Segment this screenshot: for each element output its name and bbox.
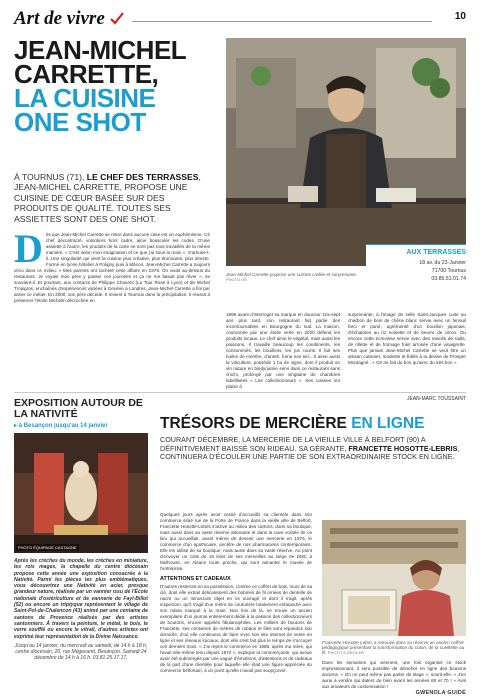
mercerie-intro-pre: COURANT DÉCEMBRE, LA MERCERIE DE LA VIEILLE VILLE À BELFORT (90) A DÉFINITIVEMENT BAISSÉ SON RIDEAU. SA GÉRANTE, (160, 435, 426, 453)
mercerie-column-1 (160, 512, 312, 688)
chef-photo (226, 38, 466, 266)
section-divider (14, 392, 466, 393)
mercerie-illustration (322, 520, 466, 636)
intro-bold: LE CHEF DES TERRASSES (86, 172, 199, 182)
mercerie-col2-text: Dans les semaines qui viennent, une fois organisé ce stock impressionnant, il sera possible de dénicher en ligne des boutons anciens. « On ne peut même pas parler de stage », sourit-elle. « J'en aurai à vendre qui datent de bien avant les années 60 et 70 ! » Avis aux amateurs de customisation ! (322, 660, 466, 688)
expo-footer: Jusqu'au 14 janvier, du mercredi au samedi, de 14 h à 18 h, centre diocésain, 20, rue Mégevand, Besançon. Samedi 24 décembre de 14 h à 16 h. 03.81.25.17.17. (14, 642, 148, 662)
page-header (14, 8, 466, 34)
article-column-1 (14, 232, 210, 390)
infobox-title: AUX TERRASSES (406, 249, 466, 256)
mercerie-col1b-text: D'autres resteront en sa possession, comme ce coffret de bois, muni de sa clé, dont elle extrait délicatement des bobines de fil ornées de dentelle de nacre ou un minuscule objet en os ouvragé et dont il s'agit, après inspection, qu'il s'agit d'un mètre de couturière totalement enfaiandré avec son ruban marqué à la main. Non loin de là, se trouve un ancien exemplaire d'un journal entièrement dédié à la passion des collectionneurs de boutons, encore appelés fibulanophiles. Les milliers de boutons de Francette, ses centaines de mètres de rubans et files sont répandus son domicile, d'où elle continuera de faire vivre son site internet de vente en ligne et ses réseaux sociaux, dont elle s'est fait plus le temps de s'occuper ces derniers mois. « J'ai repris le commerce en 1988, après ma mère, qui l'avait elle-même tenu depuis 1972 », explique la commerçante, qui avoue avoir été submergée par une vague d'émotions, d'attentions et de cadeaux de la part d'une clientèle pour laquelle elle était une figure appréciée du commerce belfortain, à un point qu'elle n'avait pas soupçonné. (160, 584, 312, 673)
article-column-2 (226, 312, 340, 402)
nativity-illustration (14, 433, 148, 553)
mercerie-intro-post: , CONTINUERA D'ÉCOULER UNE PARTIE DE SON EXTRAORDINAIRE STOCK EN LIGNE. (160, 443, 460, 462)
header-rule (132, 21, 432, 22)
chef-caption-text: Jean-Michel Carrette propose une cuisine civilée et surprenante. (226, 272, 358, 277)
article-col2-text: 1999 avant d'interroger sa marque en douceur. Dix-sept ans plus tard, son restaurant fait partie des incontournables en Bourgogne du sud. La maison, couronnée par une étoile verte en 2020 défend les produits locaux. Le chef aime le végétal, mais aussi les poissons. Il travaille beaucoup les condiments, les consommés, les bouillons, les jus courts. Il fait ses huiles de menthe, d'aneth, fume son sel... Il aime aussi la viticulture, possède 1 ha de vigne, dont il produit un vin nature en biodynamie servi dans ce restaurant sans chichi, prolongé par une vingtaine de chambres labellisées « Les collectionneurs ». Ses cuisses ont plaisir à (226, 312, 340, 389)
chef-photo-credit: PHOTO DR (226, 277, 248, 282)
mercerie-subhead: ATTENTIONS ET CADEAUX (160, 576, 231, 582)
expo-subtitle-text: à Besançon jusqu'au 14 janvier (18, 423, 108, 429)
article-intro (14, 172, 210, 224)
article-signature: JEAN-MARC TOUSSAINT (407, 396, 466, 402)
restaurant-infobox (366, 244, 466, 311)
section-rubric: Art de vivre (14, 8, 105, 29)
mercerie-headline (160, 416, 466, 432)
mercerie-caption-text: Francette Hosotte-Lebris a retrouvé dans sa réserve un ancien coffret pédagogique présentant la transformation du coton, de la cueillette au fil. (322, 640, 465, 655)
mercerie-title-b: EN LIGNE (351, 415, 425, 432)
infobox-line1: 18 av. du 23-Janvier (419, 260, 466, 266)
page-number: 10 (454, 11, 466, 22)
infobox-line2: 71700 Tournus (431, 268, 466, 274)
article-headline (14, 35, 204, 137)
dropcap: D (14, 232, 43, 271)
article-col3-text: surprenante, à l'image de selle Saint-Jacques cuite au charbon de bois de chêne blanc servie avec un fenouil farci et pané, agrémenté d'un bouillon japonais, d'échalotes au riz noisette et de beurre de citron. Ou encore cette écrevisse servie avec des raviolis de radis, de rillette et de fromage frais arrosée d'une vinaigrette. Plus que jamais Jean-Michel Carrette se veut être un artisan cuisinier, modeste et fidèle à la devise de Prosper Montagné : « On ne fait du bon qu'avec du très bon ». (348, 312, 466, 365)
mercerie-col1-text: Quelques jours après avoir cessé d'accueillir sa clientèle dans son commerce situé rue de la Porte de France dans la vieille ville de Belfort, Francette Hosotte-Lebris s'active au milieu des cartons, dans sa boutique, mais aussi dans sa vaste réserve attenante et dans la cave voûtée de ce lieu qui accueillait, avant même de devenir une mercerie en 1976, le commerce d'un apothicaire, ancêtre de nos pharmaciens contemporains. Elle les utilise de sa boutique, mais aussi dans sa vaste réserve. Au point d'envoyer un colis de 15 kilos de ses merveilles au siège de DMC à Mulhouse, en Alsace toute proche, qui sont aimanter le musée de l'entreprise. (160, 512, 312, 571)
mercerie-photo-credit: PHOTO S.ZIEGLER (327, 650, 365, 655)
mercerie-photo (322, 520, 466, 636)
mercerie-signature: GWENOLA GUIDÉ (415, 690, 466, 696)
mercerie-intro-bold: FRANCETTE HOSOTTE-LEBRIS (348, 443, 458, 453)
expo-photo-credit: PHOTO ÉQUIPAGE CASTAGNE (18, 545, 77, 550)
article-column-3 (348, 312, 466, 392)
intro-post: , JEAN-MICHEL CARRETTE, PROPOSE UNE CUISINE DE CŒUR BASÉE SUR DES PRODUITS DE QUALITÉ. TOUTES SES ASSIETTES SONT DES ONE SHOT. (14, 172, 201, 224)
arrow-right-icon: ▸ (14, 423, 19, 429)
expo-subtitle (14, 422, 148, 429)
chef-illustration (226, 38, 466, 266)
mercerie-photo-caption (322, 640, 466, 655)
mercerie-intro (160, 436, 466, 462)
infobox-address (366, 259, 466, 283)
mercerie-title-a: TRÉSORS DE MERCIÈRE (160, 415, 347, 432)
mercerie-column-2 (322, 660, 466, 688)
expo-sidebar (14, 398, 148, 690)
expo-body: Après les crèches du monde, les crèches en miniature, les rois mages, la chapelle du centre diocésain propose cette année une exposition consacrée à la Nativité. Parmi les pièces les plus emblématiques, vous découvrirez une Nativité en acier, presque grandeur nature, réalisée par un vannier issu de l'École nationale d'osiériculture et de vannerie de Fayl-Billot (52) ou encore un triptyque représentant le village de Saint-Pol-de-Chalencon (43) animé par une centaine de santons de Provence réalisés par des artistes santonniers. À travers la peinture, le métal, le bois, le verre soufflé ou encore le vitrail, d'autres artistes ont exprimé leur représentation de la Divine Naissance. (14, 558, 148, 640)
intro-pre: À TOURNUS (71), (14, 172, 87, 182)
expo-title: EXPOSITION AUTOUR DE LA NATIVITÉ (14, 397, 143, 420)
infobox-phone: 03.85.51.01.74 (431, 276, 466, 282)
article-col1-text: ès que Jean-Michel Carrette se retire dans aucune case est un euphémisme. Cé chef décontracté, volontiers hors cadre, aime bousculer les codes. D'une assiette à l'autre, les produits de la carte ne sont pas tous travaillés de la même manière. « C'est selon mon imagination et ce que j'ai sous la main ». S'amuse-t-il. Une singularité qui vient la cuisine plus créative, plus étonnante, plus directe. Formé en lycée hôtelier à Poligny puis à Mâcon, Jean-Michel Carrette a toujours vécu dans ce milieu. « Mes parents ont racheté cette affaire en 1979. On vivait au-dessus du restaurant. Je voyais mon père y passer ces journées et ça ne me faisait pas rêver », se souvient-il. Et pourtant, aux contacts de Philippe Chavent (La Tour Rose à Lyon) et de Michel Troisgros, enchaînés d'expériences variées à Genève à Londres, Jean-Michel Carrette a fini par aimer ce métier. En 2000, son père décède. Il revient à Tournus dans la précipitation. Il réussit à préserver l'étoile Michelin décrochée en (14, 232, 210, 303)
headline-line1: JEAN-MICHEL CARRETTE, (14, 35, 186, 89)
check-icon (110, 12, 124, 26)
headline-line2: LA CUISINE ONE SHOT (14, 83, 156, 137)
expo-photo (14, 433, 148, 553)
chef-photo-caption (226, 272, 366, 282)
